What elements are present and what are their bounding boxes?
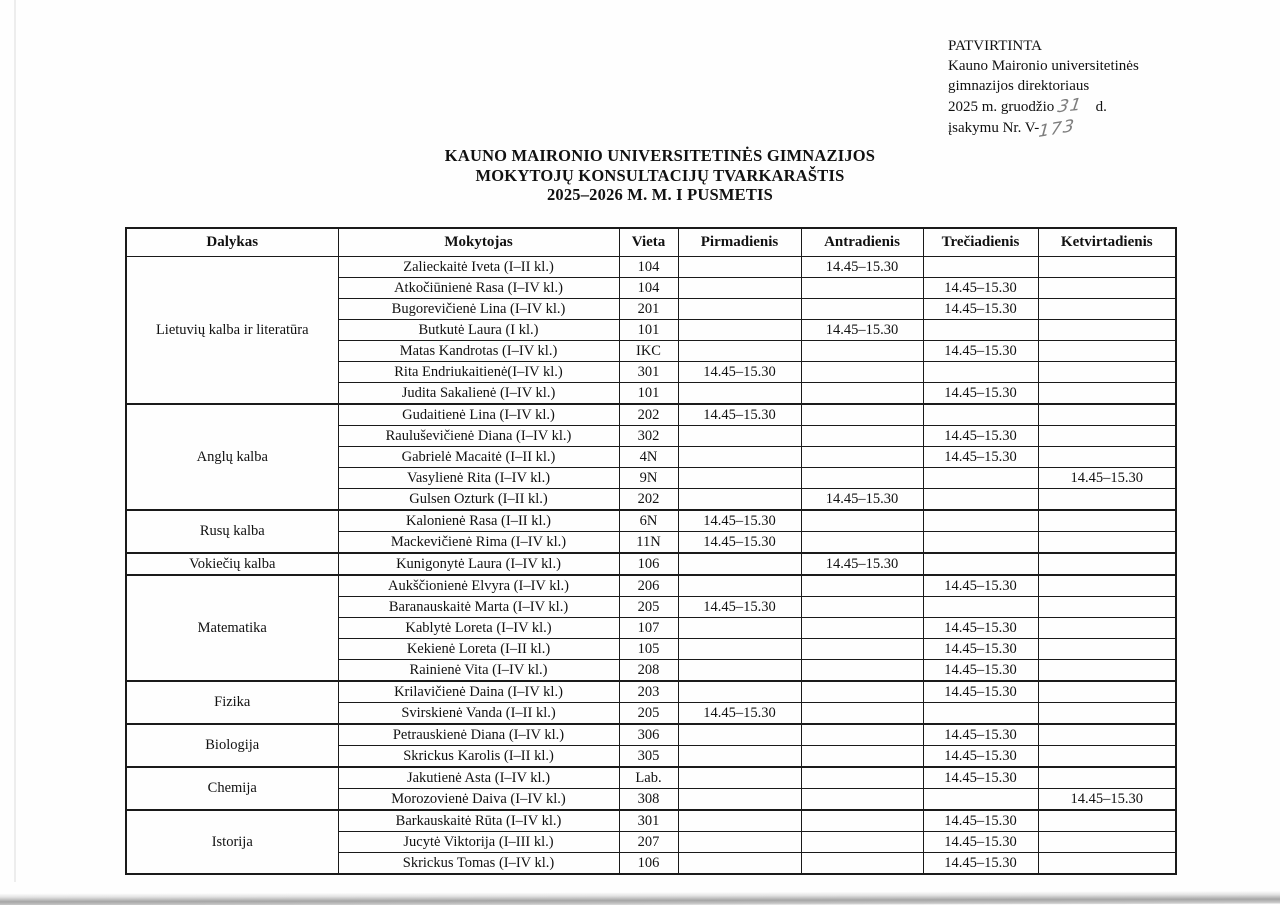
empty-day-cell	[678, 278, 801, 299]
document-title-line2: MOKYTOJŲ KONSULTACIJŲ TVARKARAŠTIS	[475, 165, 845, 185]
consultation-time-cell: 14.45–15.30	[923, 853, 1038, 875]
empty-day-cell	[1038, 447, 1176, 468]
room-cell: 208	[619, 660, 678, 682]
empty-day-cell	[923, 532, 1038, 554]
empty-day-cell	[923, 257, 1038, 278]
empty-day-cell	[678, 468, 801, 489]
empty-day-cell	[923, 703, 1038, 725]
empty-day-cell	[923, 553, 1038, 575]
empty-day-cell	[678, 660, 801, 682]
empty-day-cell	[678, 832, 801, 853]
empty-day-cell	[678, 789, 801, 811]
consultation-time-cell: 14.45–15.30	[1038, 789, 1176, 811]
approval-date-suffix: d.	[1095, 99, 1107, 115]
empty-day-cell	[801, 575, 923, 597]
empty-day-cell	[1038, 362, 1176, 383]
consultation-time-cell: 14.45–15.30	[923, 447, 1038, 468]
room-cell: 203	[619, 681, 678, 703]
teacher-cell: Svirskienė Vanda (I–II kl.)	[338, 703, 619, 725]
empty-day-cell	[801, 404, 923, 426]
empty-day-cell	[923, 320, 1038, 341]
teacher-cell: Jakutienė Asta (I–IV kl.)	[338, 767, 619, 789]
teacher-cell: Rainienė Vita (I–IV kl.)	[338, 660, 619, 682]
empty-day-cell	[801, 703, 923, 725]
room-cell: 6N	[619, 510, 678, 532]
empty-day-cell	[801, 597, 923, 618]
empty-day-cell	[1038, 299, 1176, 320]
empty-day-cell	[801, 532, 923, 554]
teacher-cell: Aukščionienė Elvyra (I–IV kl.)	[338, 575, 619, 597]
table-row	[126, 510, 1176, 532]
teacher-cell: Morozovienė Daiva (I–IV kl.)	[338, 789, 619, 811]
consultation-time-cell: 14.45–15.30	[923, 299, 1038, 320]
empty-day-cell	[923, 404, 1038, 426]
empty-day-cell	[1038, 404, 1176, 426]
empty-day-cell	[1038, 510, 1176, 532]
empty-day-cell	[1038, 575, 1176, 597]
table-row	[126, 810, 1176, 832]
empty-day-cell	[1038, 767, 1176, 789]
approval-order-line	[948, 116, 1139, 142]
room-cell: 104	[619, 257, 678, 278]
scan-bottom-edge-artifact	[0, 891, 1280, 905]
column-header-mokytojas: Mokytojas	[338, 228, 619, 257]
empty-day-cell	[801, 639, 923, 660]
subject-cell-biologija: Biologija	[126, 724, 338, 767]
table-row	[126, 575, 1176, 597]
teacher-cell: Kunigonytė Laura (I–IV kl.)	[338, 553, 619, 575]
empty-day-cell	[678, 553, 801, 575]
column-header-pirmadienis: Pirmadienis	[678, 228, 801, 257]
table-row	[126, 257, 1176, 278]
subject-cell-chemija: Chemija	[126, 767, 338, 810]
teacher-cell: Skrickus Tomas (I–IV kl.)	[338, 853, 619, 875]
table-row	[126, 681, 1176, 703]
consultation-time-cell: 14.45–15.30	[923, 810, 1038, 832]
approval-block	[948, 36, 1139, 142]
empty-day-cell	[1038, 639, 1176, 660]
empty-day-cell	[801, 362, 923, 383]
empty-day-cell	[678, 426, 801, 447]
teacher-cell: Mackevičienė Rima (I–IV kl.)	[338, 532, 619, 554]
room-cell: 106	[619, 853, 678, 875]
teacher-cell: Baranauskaitė Marta (I–IV kl.)	[338, 597, 619, 618]
handwritten-date-number: 31	[1056, 94, 1084, 118]
consultation-time-cell: 14.45–15.30	[923, 832, 1038, 853]
consultation-time-cell: 14.45–15.30	[678, 510, 801, 532]
empty-day-cell	[678, 639, 801, 660]
empty-day-cell	[923, 510, 1038, 532]
document-title-line3: 2025–2026 M. M. I PUSMETIS	[546, 185, 774, 204]
empty-day-cell	[801, 810, 923, 832]
empty-day-cell	[801, 832, 923, 853]
empty-day-cell	[678, 320, 801, 341]
teacher-cell: Rauluševičienė Diana (I–IV kl.)	[338, 426, 619, 447]
teacher-cell: Kekienė Loreta (I–II kl.)	[338, 639, 619, 660]
room-cell: 9N	[619, 468, 678, 489]
room-cell: 301	[619, 362, 678, 383]
column-header-treciadienis: Trečiadienis	[923, 228, 1038, 257]
subject-cell-istorija: Istorija	[126, 810, 338, 874]
consultation-time-cell: 14.45–15.30	[923, 278, 1038, 299]
teacher-cell: Judita Sakalienė (I–IV kl.)	[338, 383, 619, 405]
consultation-time-cell: 14.45–15.30	[923, 681, 1038, 703]
teacher-cell: Atkočiūnienė Rasa (I–IV kl.)	[338, 278, 619, 299]
empty-day-cell	[1038, 257, 1176, 278]
consultation-time-cell: 14.45–15.30	[923, 618, 1038, 639]
room-cell: 104	[619, 278, 678, 299]
empty-day-cell	[801, 618, 923, 639]
empty-day-cell	[1038, 489, 1176, 511]
empty-day-cell	[1038, 681, 1176, 703]
consultation-time-cell: 14.45–15.30	[923, 660, 1038, 682]
empty-day-cell	[678, 489, 801, 511]
consultation-time-cell: 14.45–15.30	[801, 320, 923, 341]
room-cell: 206	[619, 575, 678, 597]
empty-day-cell	[801, 510, 923, 532]
empty-day-cell	[678, 746, 801, 768]
empty-day-cell	[801, 426, 923, 447]
room-cell: 301	[619, 810, 678, 832]
consultation-time-cell: 14.45–15.30	[678, 532, 801, 554]
table-row	[126, 767, 1176, 789]
document-title	[130, 146, 1190, 205]
empty-day-cell	[1038, 703, 1176, 725]
consultation-time-cell: 14.45–15.30	[678, 404, 801, 426]
empty-day-cell	[1038, 278, 1176, 299]
subject-cell-vokieciu-kalba: Vokiečių kalba	[126, 553, 338, 575]
consultation-time-cell: 14.45–15.30	[678, 703, 801, 725]
empty-day-cell	[801, 789, 923, 811]
room-cell: 11N	[619, 532, 678, 554]
teacher-cell: Zalieckaitė Iveta (I–II kl.)	[338, 257, 619, 278]
table-row	[126, 553, 1176, 575]
empty-day-cell	[801, 724, 923, 746]
room-cell: 308	[619, 789, 678, 811]
subject-cell-rusu-kalba: Rusų kalba	[126, 510, 338, 553]
scan-left-edge-artifact	[14, 0, 16, 882]
empty-day-cell	[923, 789, 1038, 811]
teacher-cell: Gudaitienė Lina (I–IV kl.)	[338, 404, 619, 426]
approval-date-line	[948, 96, 1139, 117]
consultation-time-cell: 14.45–15.30	[923, 575, 1038, 597]
room-cell: 305	[619, 746, 678, 768]
subject-cell-anglu-kalba: Anglų kalba	[126, 404, 338, 510]
approval-order-prefix: įsakymu Nr. V-	[948, 120, 1040, 136]
room-cell: 202	[619, 404, 678, 426]
approval-line: Kauno Maironio universitetinės	[948, 58, 1139, 74]
empty-day-cell	[678, 810, 801, 832]
empty-day-cell	[1038, 426, 1176, 447]
empty-day-cell	[801, 468, 923, 489]
teacher-cell: Skrickus Karolis (I–II kl.)	[338, 746, 619, 768]
teacher-cell: Barkauskaitė Rūta (I–IV kl.)	[338, 810, 619, 832]
room-cell: 201	[619, 299, 678, 320]
teacher-cell: Matas Kandrotas (I–IV kl.)	[338, 341, 619, 362]
teacher-cell: Bugorevičienė Lina (I–IV kl.)	[338, 299, 619, 320]
subject-cell-matematika: Matematika	[126, 575, 338, 681]
empty-day-cell	[678, 447, 801, 468]
column-header-dalykas: Dalykas	[126, 228, 338, 257]
empty-day-cell	[678, 299, 801, 320]
teacher-cell: Kalonienė Rasa (I–II kl.)	[338, 510, 619, 532]
empty-day-cell	[1038, 810, 1176, 832]
empty-day-cell	[801, 447, 923, 468]
teacher-cell: Rita Endriukaitienė(I–IV kl.)	[338, 362, 619, 383]
empty-day-cell	[923, 468, 1038, 489]
empty-day-cell	[1038, 597, 1176, 618]
empty-day-cell	[1038, 618, 1176, 639]
schedule-table-head-row	[126, 228, 1176, 257]
empty-day-cell	[678, 724, 801, 746]
empty-day-cell	[1038, 832, 1176, 853]
consultation-time-cell: 14.45–15.30	[801, 257, 923, 278]
consultation-time-cell: 14.45–15.30	[923, 746, 1038, 768]
empty-day-cell	[678, 575, 801, 597]
consultation-time-cell: 14.45–15.30	[1038, 468, 1176, 489]
approval-date-prefix: 2025 m. gruodžio	[948, 99, 1055, 115]
empty-day-cell	[678, 618, 801, 639]
room-cell: 302	[619, 426, 678, 447]
approval-line: gimnazijos direktoriaus	[948, 78, 1090, 94]
room-cell: 202	[619, 489, 678, 511]
consultation-time-cell: 14.45–15.30	[923, 639, 1038, 660]
room-cell: 306	[619, 724, 678, 746]
teacher-cell: Gabrielė Macaitė (I–II kl.)	[338, 447, 619, 468]
empty-day-cell	[801, 299, 923, 320]
handwritten-order-number: 173	[1038, 116, 1076, 142]
teacher-cell: Jucytė Viktorija (I–III kl.)	[338, 832, 619, 853]
consultation-time-cell: 14.45–15.30	[678, 597, 801, 618]
approval-title: PATVIRTINTA	[948, 38, 1043, 54]
empty-day-cell	[801, 767, 923, 789]
document-title-line1: KAUNO MAIRONIO UNIVERSITETINĖS GIMNAZIJOS	[444, 146, 876, 165]
teacher-cell: Kablytė Loreta (I–IV kl.)	[338, 618, 619, 639]
column-header-vieta: Vieta	[619, 228, 678, 257]
consultation-time-cell: 14.45–15.30	[923, 426, 1038, 447]
empty-day-cell	[678, 767, 801, 789]
room-cell: 105	[619, 639, 678, 660]
empty-day-cell	[1038, 383, 1176, 405]
empty-day-cell	[923, 597, 1038, 618]
empty-day-cell	[678, 341, 801, 362]
empty-day-cell	[678, 383, 801, 405]
consultation-time-cell: 14.45–15.30	[923, 383, 1038, 405]
room-cell: 107	[619, 618, 678, 639]
empty-day-cell	[801, 341, 923, 362]
empty-day-cell	[801, 853, 923, 875]
room-cell: 205	[619, 703, 678, 725]
consultation-time-cell: 14.45–15.30	[801, 553, 923, 575]
consultation-time-cell: 14.45–15.30	[678, 362, 801, 383]
empty-day-cell	[1038, 553, 1176, 575]
subject-cell-fizika: Fizika	[126, 681, 338, 724]
schedule-table-body	[126, 257, 1176, 875]
consultation-time-cell: 14.45–15.30	[801, 489, 923, 511]
empty-day-cell	[923, 362, 1038, 383]
empty-day-cell	[1038, 341, 1176, 362]
empty-day-cell	[678, 257, 801, 278]
consultation-time-cell: 14.45–15.30	[923, 341, 1038, 362]
empty-day-cell	[1038, 660, 1176, 682]
column-header-antradienis: Antradienis	[801, 228, 923, 257]
room-cell: 106	[619, 553, 678, 575]
consultation-schedule-table	[125, 227, 1177, 875]
empty-day-cell	[801, 383, 923, 405]
empty-day-cell	[678, 681, 801, 703]
room-cell: IKC	[619, 341, 678, 362]
subject-cell-lietuviu-kalba-ir-literatura: Lietuvių kalba ir literatūra	[126, 257, 338, 405]
consultation-time-cell: 14.45–15.30	[923, 767, 1038, 789]
empty-day-cell	[801, 681, 923, 703]
empty-day-cell	[801, 746, 923, 768]
room-cell: 205	[619, 597, 678, 618]
teacher-cell: Krilavičienė Daina (I–IV kl.)	[338, 681, 619, 703]
empty-day-cell	[801, 278, 923, 299]
column-header-ketvirtadienis: Ketvirtadienis	[1038, 228, 1176, 257]
empty-day-cell	[801, 660, 923, 682]
teacher-cell: Butkutė Laura (I kl.)	[338, 320, 619, 341]
empty-day-cell	[1038, 320, 1176, 341]
teacher-cell: Petrauskienė Diana (I–IV kl.)	[338, 724, 619, 746]
room-cell: 4N	[619, 447, 678, 468]
room-cell: 101	[619, 320, 678, 341]
empty-day-cell	[1038, 746, 1176, 768]
empty-day-cell	[678, 853, 801, 875]
table-row	[126, 404, 1176, 426]
empty-day-cell	[1038, 853, 1176, 875]
room-cell: Lab.	[619, 767, 678, 789]
room-cell: 207	[619, 832, 678, 853]
room-cell: 101	[619, 383, 678, 405]
table-row	[126, 724, 1176, 746]
consultation-time-cell: 14.45–15.30	[923, 724, 1038, 746]
teacher-cell: Gulsen Ozturk (I–II kl.)	[338, 489, 619, 511]
empty-day-cell	[1038, 532, 1176, 554]
empty-day-cell	[923, 489, 1038, 511]
teacher-cell: Vasylienė Rita (I–IV kl.)	[338, 468, 619, 489]
empty-day-cell	[1038, 724, 1176, 746]
